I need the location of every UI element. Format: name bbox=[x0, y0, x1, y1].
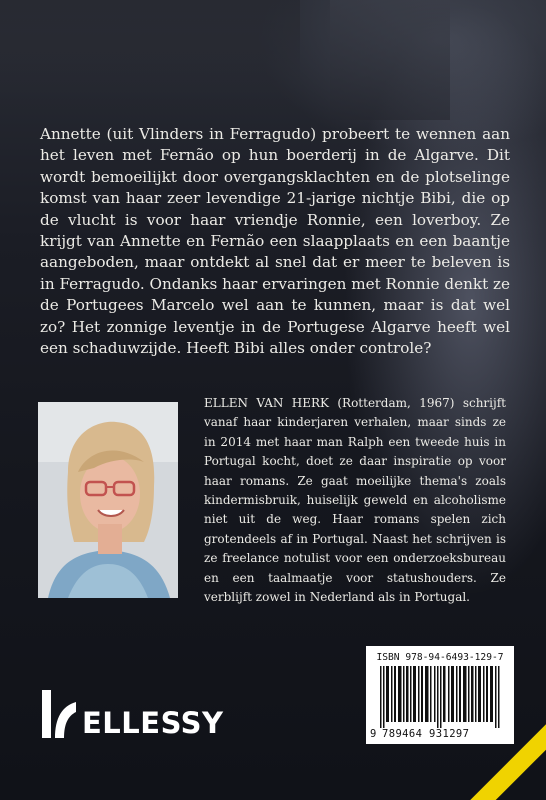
publisher-name: ELLESSY bbox=[82, 706, 224, 740]
background-top-shade bbox=[0, 0, 300, 110]
background-building-shape bbox=[330, 0, 450, 120]
author-photo bbox=[38, 402, 178, 598]
publisher-logo bbox=[40, 688, 224, 740]
book-blurb: Annette (uit Vlinders in Ferragudo) probeert te wennen aan het leven met Fernão op hun boerderij in de Algarve. Dit wordt bemoeilijkt door overgangsklachten en de plotselinge komst van haar zeer levendige 21-jarige nichtje Bibi, die op de vlucht is voor haar vriendje Ronnie, een loverboy. Ze krijgt van Annette en Fernão een slaapplaats en een baantje aangeboden, maar ontdekt al snel dat er meer te beleven is in Ferragudo. Ondanks haar ervaringen met Ronnie denkt ze de Portugees Marcelo wel aan te kunnen, maar is dat wel zo? Het zonnige leventje in de Portugese Algarve heeft wel een schaduwzijde. Heeft Bibi alles onder controle? bbox=[40, 125, 510, 358]
barcode-first-digit: 9 bbox=[370, 728, 377, 740]
barcode-number: 789464 931297 bbox=[382, 728, 470, 740]
isbn-label: ISBN 978-94-6493-129-7 bbox=[376, 652, 504, 663]
isbn-barcode-box bbox=[366, 646, 514, 744]
author-bio: ELLEN VAN HERK (Rotterdam, 1967) schrijft vanaf haar kinderjaren verhalen, maar sinds ze in 2014 met haar man Ralph een tweede huis in Portugal kocht, doet ze daar inspiratie op voor haar romans. Ze gaat moeilijke thema's zoals kindermisbruik, huiselijk geweld en alcoholisme niet uit de weg. Haar romans spelen zich grotendeels af in Portugal. Naast het schrijven is ze freelance notulist voor een onderzoeksbureau en een taalmaatje voor statushouders. Ze verblijft zowel in Nederland als in Portugal. bbox=[204, 396, 506, 605]
barcode-icon bbox=[380, 666, 502, 728]
ellessy-mark-icon bbox=[40, 688, 78, 740]
